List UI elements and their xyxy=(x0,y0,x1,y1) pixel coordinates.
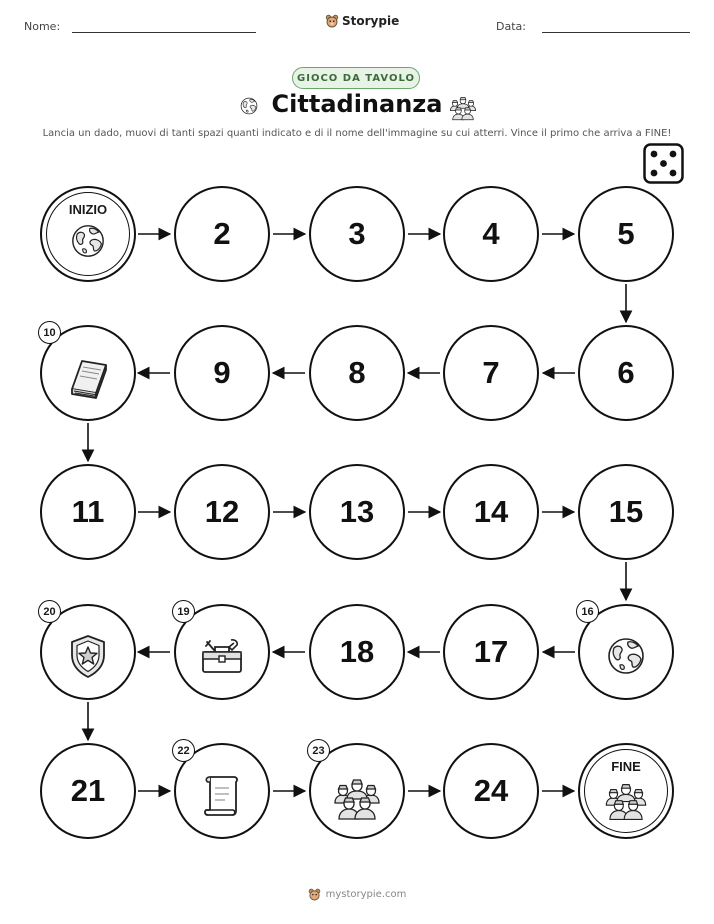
police-badge-icon xyxy=(60,628,116,684)
group-of-people-icon xyxy=(601,773,651,823)
date-label: Data: xyxy=(496,20,526,33)
board-space-19 xyxy=(174,604,270,700)
space-number: 11 xyxy=(71,494,105,529)
space-number: 2 xyxy=(213,216,231,251)
space-number-badge: 22 xyxy=(172,739,195,762)
board-space-20 xyxy=(40,604,136,700)
board-space-2 xyxy=(174,186,270,282)
scroll-icon xyxy=(194,767,250,823)
space-number: 15 xyxy=(608,494,644,529)
space-number: 6 xyxy=(617,355,635,390)
board-space-21 xyxy=(40,743,136,839)
space-number: 5 xyxy=(617,216,635,251)
space-number: 21 xyxy=(70,773,106,808)
space-number: 3 xyxy=(348,216,366,251)
start-space xyxy=(40,186,136,282)
board-space-17 xyxy=(443,604,539,700)
board-space-9 xyxy=(174,325,270,421)
space-number: 13 xyxy=(339,494,375,529)
board-space-4 xyxy=(443,186,539,282)
board-space-6 xyxy=(578,325,674,421)
space-number: 24 xyxy=(473,773,509,808)
space-number: 17 xyxy=(473,634,509,669)
board-space-11 xyxy=(40,464,136,560)
space-number-badge: 20 xyxy=(38,600,61,623)
board-space-12 xyxy=(174,464,270,560)
name-label: Nome: xyxy=(24,20,61,33)
brand-name: Storypie xyxy=(342,14,400,28)
footer-url[interactable]: mystorypie.com xyxy=(325,889,407,900)
space-number: 9 xyxy=(213,355,231,390)
storypie-bear-icon xyxy=(308,888,321,901)
board-space-14 xyxy=(443,464,539,560)
space-number: 8 xyxy=(348,355,366,390)
game-type-tag: GIOCO DA TAVOLO xyxy=(292,67,420,89)
finish-label: FINE xyxy=(611,759,641,774)
space-number-badge: 23 xyxy=(307,739,330,762)
toolbox-icon xyxy=(194,628,250,684)
board-space-23 xyxy=(309,743,405,839)
globe-icon xyxy=(598,628,654,684)
board-space-13 xyxy=(309,464,405,560)
start-label: INIZIO xyxy=(68,202,108,217)
page-title: Cittadinanza xyxy=(271,90,443,118)
board-space-10 xyxy=(40,325,136,421)
space-number-badge: 16 xyxy=(576,600,599,623)
board-space-18 xyxy=(309,604,405,700)
globe-icon xyxy=(63,216,113,266)
space-number: 18 xyxy=(339,634,375,669)
board-space-3 xyxy=(309,186,405,282)
space-number: 12 xyxy=(204,494,240,529)
board-space-8 xyxy=(309,325,405,421)
space-number: 14 xyxy=(473,494,509,529)
book-icon xyxy=(60,349,116,405)
group-of-people-icon xyxy=(329,767,385,823)
space-number-badge: 10 xyxy=(38,321,61,344)
board-space-16 xyxy=(578,604,674,700)
footer xyxy=(0,888,714,901)
board-space-15 xyxy=(578,464,674,560)
board-space-5 xyxy=(578,186,674,282)
board-space-22 xyxy=(174,743,270,839)
space-number: 4 xyxy=(482,216,500,251)
space-number-badge: 19 xyxy=(172,600,195,623)
board-space-7 xyxy=(443,325,539,421)
space-number: 7 xyxy=(482,355,500,390)
board-space-24 xyxy=(443,743,539,839)
instructions: Lancia un dado, muovi di tanti spazi quanti indicato e di il nome dell'immagine su cui atterri. Vince il primo che arriva a FINE! xyxy=(42,128,672,139)
finish-space xyxy=(578,743,674,839)
